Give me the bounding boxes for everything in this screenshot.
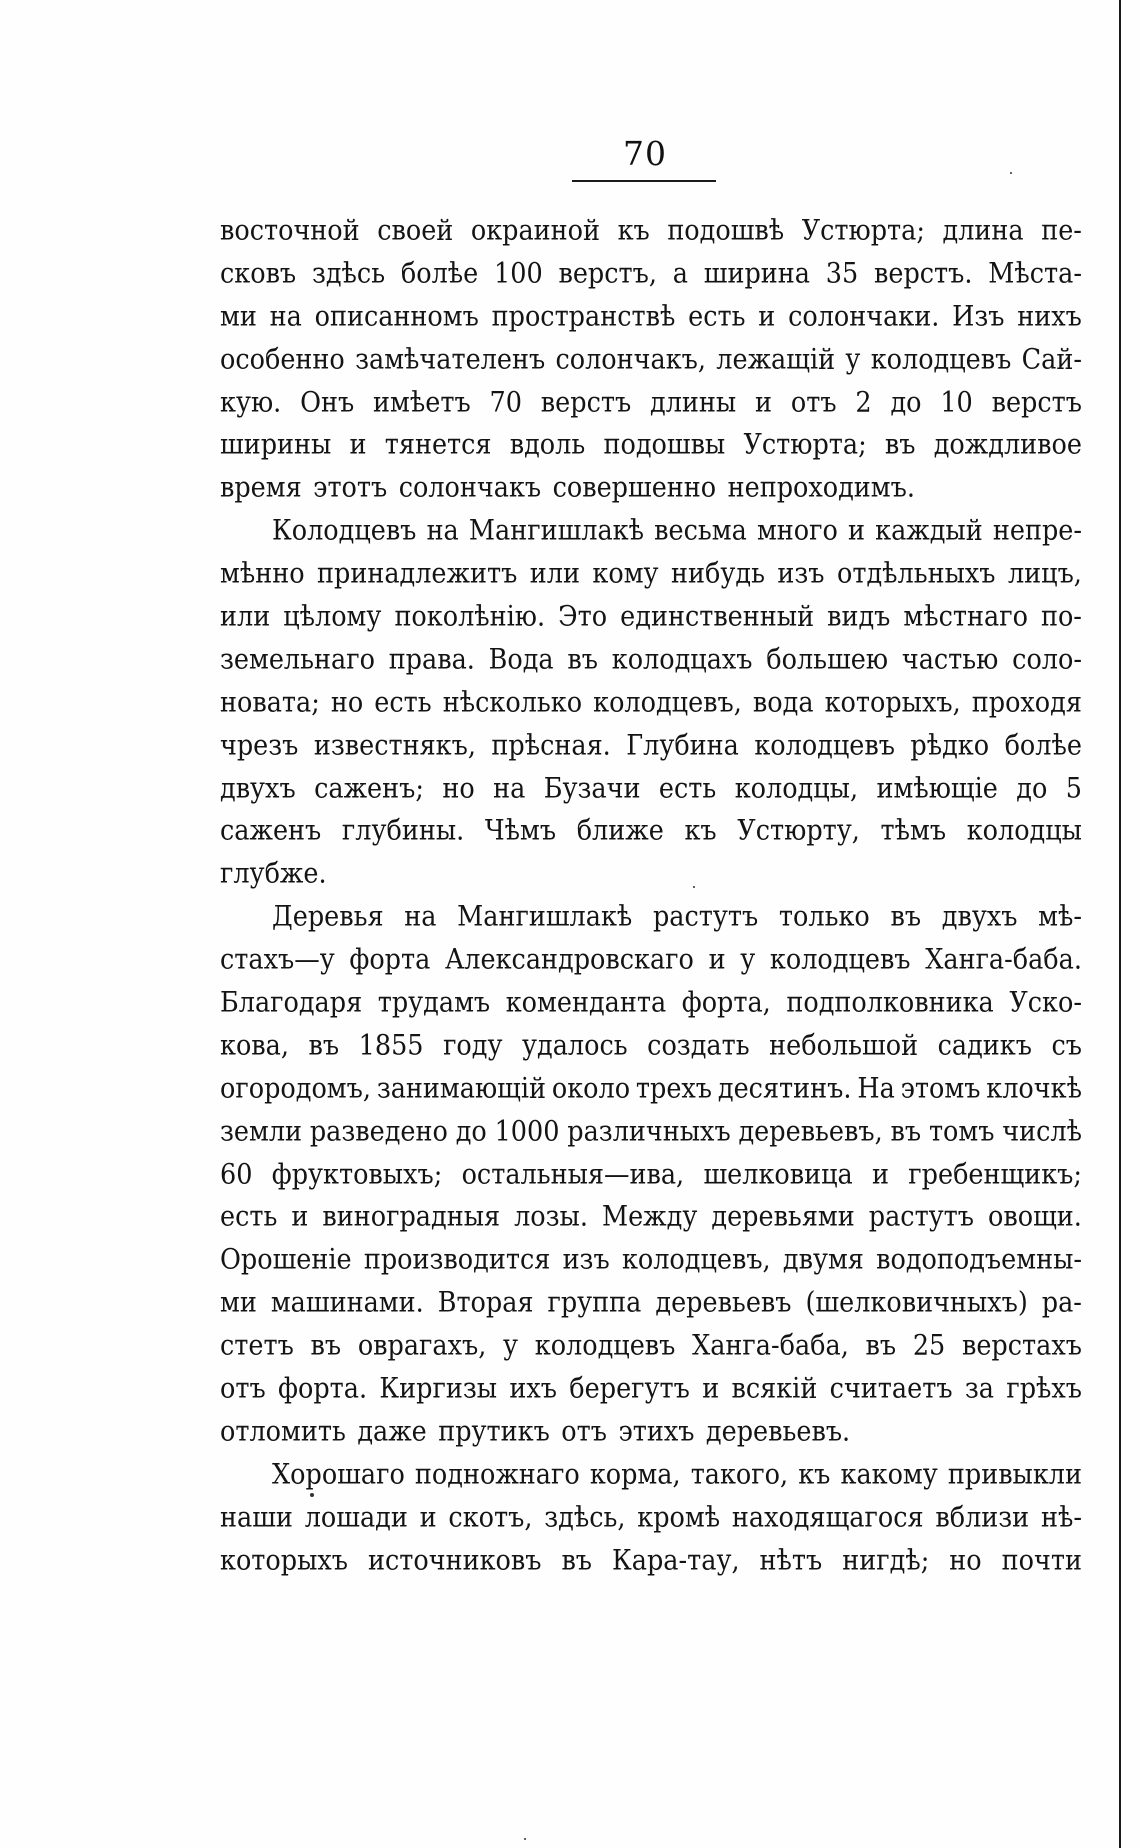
word: на xyxy=(493,772,526,805)
word: отъ xyxy=(220,1372,266,1406)
text-line xyxy=(220,1495,1082,1541)
text-line xyxy=(220,1152,1082,1198)
word: непре- xyxy=(992,514,1082,548)
word: привыкли xyxy=(947,1458,1082,1491)
word: колодцевъ, xyxy=(593,686,742,719)
word: весьма xyxy=(654,514,747,548)
page-edge-rule xyxy=(1119,0,1121,1848)
word: или xyxy=(529,557,580,591)
word: окраиной xyxy=(470,214,601,248)
word: есть xyxy=(658,772,717,805)
word: Деревья xyxy=(272,901,384,934)
text-line xyxy=(220,594,1082,640)
word: новата; xyxy=(220,686,320,719)
word: есть xyxy=(374,686,432,719)
word: Хорошаго xyxy=(272,1458,405,1491)
word: лежащій xyxy=(716,343,836,376)
word: деревьевъ. xyxy=(705,1415,851,1449)
word: много xyxy=(756,514,838,548)
word: такого, xyxy=(690,1458,789,1491)
word: Изъ xyxy=(952,300,1005,333)
word: гребенщикъ; xyxy=(908,1158,1082,1191)
word: соло- xyxy=(1012,643,1082,677)
word: въ xyxy=(890,1115,922,1148)
word: Кара-тау, xyxy=(612,1544,740,1577)
word: растутъ xyxy=(868,1201,975,1234)
word: считаетъ xyxy=(829,1372,953,1406)
word: за xyxy=(964,1372,994,1406)
word: вблизи xyxy=(935,1501,1030,1534)
word: изъ xyxy=(562,1244,610,1277)
word: верстъ xyxy=(540,386,632,419)
word: лицъ, xyxy=(1007,557,1082,591)
word: совершенно xyxy=(552,472,717,505)
word: частью xyxy=(901,643,999,677)
word: виноградныя xyxy=(322,1201,501,1234)
word: 100 xyxy=(494,257,543,291)
word: здѣсь, xyxy=(544,1501,626,1534)
word: восточной xyxy=(220,214,360,248)
text-line xyxy=(220,1452,1082,1498)
word: вода xyxy=(752,686,814,719)
word: водоподъемны- xyxy=(876,1244,1082,1277)
word: ра- xyxy=(1041,1287,1082,1320)
word: время xyxy=(220,472,302,505)
word: колодцевъ xyxy=(534,1329,676,1363)
word: 1000 xyxy=(494,1115,560,1148)
word: земельнаго xyxy=(220,643,375,677)
word: въ xyxy=(865,1329,897,1363)
word: колодцы xyxy=(966,815,1082,848)
page-number: 70 xyxy=(623,134,667,173)
word: Чѣмъ xyxy=(484,815,557,848)
word: колодцы, xyxy=(734,772,859,805)
word: разведено xyxy=(309,1115,448,1148)
word: единственный xyxy=(620,600,815,634)
word: тѣмъ xyxy=(880,815,947,848)
word: лошади xyxy=(304,1501,408,1534)
word: пространствѣ xyxy=(491,300,676,333)
word: грѣхъ xyxy=(1006,1372,1082,1406)
word: колодцахъ xyxy=(611,643,753,677)
word: и xyxy=(702,1372,720,1406)
word: верстъ, xyxy=(558,257,657,291)
text-line xyxy=(220,723,1082,769)
word: всякій xyxy=(731,1372,818,1406)
word: и xyxy=(708,943,726,977)
word: колодцевъ xyxy=(754,729,895,762)
word: Орошеніе xyxy=(220,1244,352,1277)
word: съ xyxy=(1051,1029,1082,1063)
word: Вода xyxy=(488,643,554,677)
word: кому xyxy=(592,557,659,591)
word: которыхъ xyxy=(220,1544,348,1577)
text-line xyxy=(220,1066,1082,1112)
word: на xyxy=(426,514,459,548)
word: и xyxy=(291,1201,309,1234)
word: по- xyxy=(1040,600,1082,634)
text-line xyxy=(220,1109,1082,1155)
word: коменданта xyxy=(505,986,667,1020)
body-text xyxy=(220,210,1082,1583)
text-line xyxy=(220,809,1082,855)
word: машинами. xyxy=(270,1287,424,1320)
word: занимающій xyxy=(376,1072,547,1105)
word: ширины xyxy=(220,429,332,462)
word: видъ xyxy=(827,600,891,634)
word: имѣющіе xyxy=(876,772,998,805)
text-line xyxy=(220,1023,1082,1069)
word: 5 xyxy=(1065,772,1082,805)
word: остальныя—ива, xyxy=(461,1158,685,1191)
word: трудамъ xyxy=(377,986,491,1020)
word: мѣнно xyxy=(220,557,305,591)
word: отъ xyxy=(790,386,837,419)
word: Устюрту, xyxy=(737,815,860,848)
word: прѣсная. xyxy=(491,729,611,762)
word: мѣ- xyxy=(1038,901,1082,934)
word: нѣ- xyxy=(1040,1501,1082,1534)
word: саженъ; xyxy=(314,772,424,805)
word: году xyxy=(443,1029,503,1063)
text-line xyxy=(220,766,1082,812)
word: нѣсколько xyxy=(442,686,583,719)
text-line xyxy=(220,937,1082,983)
word: длины xyxy=(650,386,737,419)
word: наши xyxy=(220,1501,293,1534)
word: садикъ xyxy=(937,1029,1032,1063)
word: которыхъ, xyxy=(824,686,961,719)
word: Киргизы xyxy=(379,1372,498,1406)
word: овощи. xyxy=(988,1201,1082,1234)
word: вдоль xyxy=(509,429,586,462)
word: трехъ xyxy=(635,1072,713,1105)
word: Сай- xyxy=(1021,343,1082,376)
word: Уско- xyxy=(1009,986,1082,1020)
text-line xyxy=(220,1366,1082,1412)
word: шелковица xyxy=(703,1158,853,1191)
word: болѣе xyxy=(400,257,479,291)
text-line xyxy=(220,509,1082,555)
word: у xyxy=(845,343,861,376)
word: солончаки. xyxy=(788,300,940,333)
word: томъ xyxy=(928,1115,995,1148)
word: чрезъ xyxy=(220,729,299,762)
word: и xyxy=(755,386,773,419)
word: Мангишлакѣ xyxy=(468,514,644,548)
word: рѣдко xyxy=(910,729,990,762)
word: прутикъ xyxy=(438,1415,550,1449)
word: нихъ xyxy=(1017,300,1082,333)
word: двухъ xyxy=(220,772,296,805)
word: Онъ xyxy=(300,386,355,419)
text-line xyxy=(220,1195,1082,1241)
word: непроходимъ. xyxy=(727,472,915,505)
word: отломить xyxy=(220,1415,346,1449)
word: каждый xyxy=(875,514,983,548)
word: но xyxy=(442,772,475,805)
word: деревьевъ xyxy=(655,1287,792,1320)
word: На xyxy=(857,1072,895,1105)
word: земли xyxy=(220,1115,303,1148)
word: находящагося xyxy=(731,1501,924,1534)
word: отдѣльныхъ xyxy=(837,557,996,591)
word: саженъ xyxy=(220,815,322,848)
word: Мангишлакѣ xyxy=(457,901,633,934)
word: есть xyxy=(688,300,746,333)
word: стахъ—у xyxy=(220,943,335,977)
word: почти xyxy=(1001,1544,1082,1577)
word: производится xyxy=(363,1244,551,1277)
word: небольшой xyxy=(769,1029,919,1063)
word: имѣетъ xyxy=(373,386,471,419)
word: особенно xyxy=(220,343,345,376)
word: какому xyxy=(840,1458,938,1491)
word: поколѣнію. xyxy=(394,600,546,634)
text-line xyxy=(220,1238,1082,1284)
word: Колодцевъ xyxy=(272,514,417,548)
word: на xyxy=(269,300,302,333)
word: колодцевъ, xyxy=(621,1244,771,1277)
word: создать xyxy=(647,1029,750,1063)
word: оврагахъ, xyxy=(357,1329,487,1363)
word: источниковъ xyxy=(367,1544,542,1577)
word: двумя xyxy=(782,1244,864,1277)
word: подошвы xyxy=(603,429,726,462)
word: 70 xyxy=(489,386,522,419)
word: форта. xyxy=(278,1372,368,1406)
word: Александровскаго xyxy=(445,943,694,977)
word: деревьевъ, xyxy=(738,1115,883,1148)
word: Это xyxy=(558,600,608,634)
word: 10 xyxy=(940,386,973,419)
word: отъ xyxy=(561,1415,607,1449)
word: у xyxy=(503,1329,519,1363)
word: форта xyxy=(349,943,431,977)
word: 35 xyxy=(825,257,859,291)
word: до xyxy=(455,1115,487,1148)
word: замѣчателенъ xyxy=(355,343,546,376)
text-line xyxy=(220,423,1082,469)
word: нигдѣ; xyxy=(842,1544,930,1577)
text-line xyxy=(220,895,1082,941)
text-line xyxy=(220,380,1082,426)
word: къ xyxy=(798,1458,831,1491)
word: растутъ xyxy=(652,901,759,934)
word: къ xyxy=(617,214,650,248)
word: подполковника xyxy=(786,986,994,1020)
word: ихъ xyxy=(509,1372,557,1406)
word: корма, xyxy=(589,1458,681,1491)
word: кую. xyxy=(220,386,282,419)
word: ближе xyxy=(576,815,664,848)
word: верстъ xyxy=(991,386,1082,419)
word: берегутъ xyxy=(569,1372,690,1406)
word: но xyxy=(330,686,364,719)
word: большею xyxy=(766,643,889,677)
word: числѣ xyxy=(1002,1115,1082,1148)
word: и xyxy=(758,300,776,333)
word: Устюрта; xyxy=(743,429,867,462)
word: или xyxy=(220,600,271,634)
word: колодцевъ xyxy=(870,343,1012,376)
word: различныхъ xyxy=(567,1115,731,1148)
text-line xyxy=(220,852,1082,898)
word: длина xyxy=(942,214,1024,248)
word: Глубина xyxy=(626,729,739,762)
word: изъ xyxy=(777,557,825,591)
word: клочкѣ xyxy=(986,1072,1082,1105)
word: здѣсь xyxy=(311,257,386,291)
word: проходя xyxy=(971,686,1082,719)
text-line xyxy=(220,551,1082,597)
word: фруктовыхъ; xyxy=(271,1158,443,1191)
word: дождливое xyxy=(933,429,1082,462)
word: въ xyxy=(567,643,598,677)
word: 60 xyxy=(220,1158,253,1191)
word: деревьями xyxy=(711,1201,855,1234)
word: только xyxy=(778,901,870,934)
word: принадлежитъ xyxy=(317,557,518,591)
word: солончакъ, xyxy=(555,343,706,376)
word: и xyxy=(847,514,865,548)
word: колодцевъ xyxy=(769,943,911,977)
word: Вторая xyxy=(437,1287,534,1320)
text-line xyxy=(220,1281,1082,1327)
word: этотъ xyxy=(313,472,388,505)
word: описанномъ xyxy=(314,300,479,333)
word: солончакъ xyxy=(398,472,542,505)
word: удалось xyxy=(522,1029,628,1063)
word: и xyxy=(349,429,367,462)
text-line xyxy=(220,337,1082,383)
word: своей xyxy=(377,214,454,248)
word: Мѣста- xyxy=(988,257,1082,291)
word: ми xyxy=(220,1287,257,1320)
word: форта, xyxy=(681,986,771,1020)
text-line xyxy=(220,637,1082,683)
word: къ xyxy=(684,815,717,848)
word: около xyxy=(551,1072,631,1105)
word: верстахъ xyxy=(961,1329,1082,1363)
word: 1855 xyxy=(358,1029,424,1063)
word: стетъ xyxy=(220,1329,294,1363)
word: есть xyxy=(220,1201,278,1234)
word: подошвѣ xyxy=(667,214,785,248)
word: нибудь xyxy=(671,557,765,591)
word: въ xyxy=(308,1029,340,1063)
word: Ханга-баба. xyxy=(925,943,1082,977)
word: глубины. xyxy=(341,815,465,848)
word: Благодаря xyxy=(220,986,363,1020)
word: ми xyxy=(220,300,257,333)
word: десятинъ. xyxy=(717,1072,852,1105)
word: на xyxy=(404,901,437,934)
word: до xyxy=(1016,772,1048,805)
word: тянется xyxy=(384,429,492,462)
word: у xyxy=(740,943,756,977)
word: въ xyxy=(884,429,916,462)
text-line xyxy=(220,294,1082,340)
text-line xyxy=(220,1538,1082,1584)
word: но xyxy=(949,1544,982,1577)
word: въ xyxy=(310,1329,342,1363)
word: цѣлому xyxy=(283,600,382,634)
text-line xyxy=(220,980,1082,1026)
word: Между xyxy=(601,1201,698,1234)
text-line xyxy=(220,680,1082,726)
word: 2 xyxy=(855,386,872,419)
text-line xyxy=(220,251,1082,297)
word: права. xyxy=(388,643,475,677)
text-line xyxy=(220,1409,1082,1455)
word: Ханга-баба, xyxy=(692,1329,849,1363)
word: (шелковичныхъ) xyxy=(805,1287,1028,1320)
word: нѣтъ xyxy=(759,1544,823,1577)
word: мѣстнаго xyxy=(903,600,1028,634)
word: этомъ xyxy=(900,1072,981,1105)
word: Бузачи xyxy=(543,772,641,805)
word: 25 xyxy=(912,1329,946,1363)
text-line xyxy=(220,466,1082,512)
word: и xyxy=(419,1501,437,1534)
word: и xyxy=(872,1158,889,1191)
word: Устюрта; xyxy=(801,214,925,248)
word: глубже. xyxy=(220,858,327,891)
word: этихъ xyxy=(618,1415,695,1449)
word: двухъ xyxy=(941,901,1018,934)
text-line xyxy=(220,1323,1082,1369)
word: ширина xyxy=(703,257,810,291)
word: пе- xyxy=(1041,214,1082,248)
word: а xyxy=(672,257,688,291)
page-number-rule xyxy=(572,180,716,182)
word: верстъ. xyxy=(874,257,973,291)
word: скотъ, xyxy=(448,1501,533,1534)
word: известнякъ, xyxy=(313,729,476,762)
word: болѣе xyxy=(1004,729,1082,762)
word: кромѣ xyxy=(637,1501,721,1534)
word: въ xyxy=(561,1544,593,1577)
word: подножнаго xyxy=(414,1458,580,1491)
word: въ xyxy=(890,901,922,934)
word: огородомъ, xyxy=(220,1072,371,1105)
word: даже xyxy=(357,1415,427,1449)
word: сковъ xyxy=(220,257,297,291)
word: лозы. xyxy=(514,1201,588,1234)
text-line xyxy=(220,208,1082,254)
word: кова, xyxy=(220,1029,289,1063)
word: до xyxy=(890,386,922,419)
word: группа xyxy=(547,1287,642,1320)
